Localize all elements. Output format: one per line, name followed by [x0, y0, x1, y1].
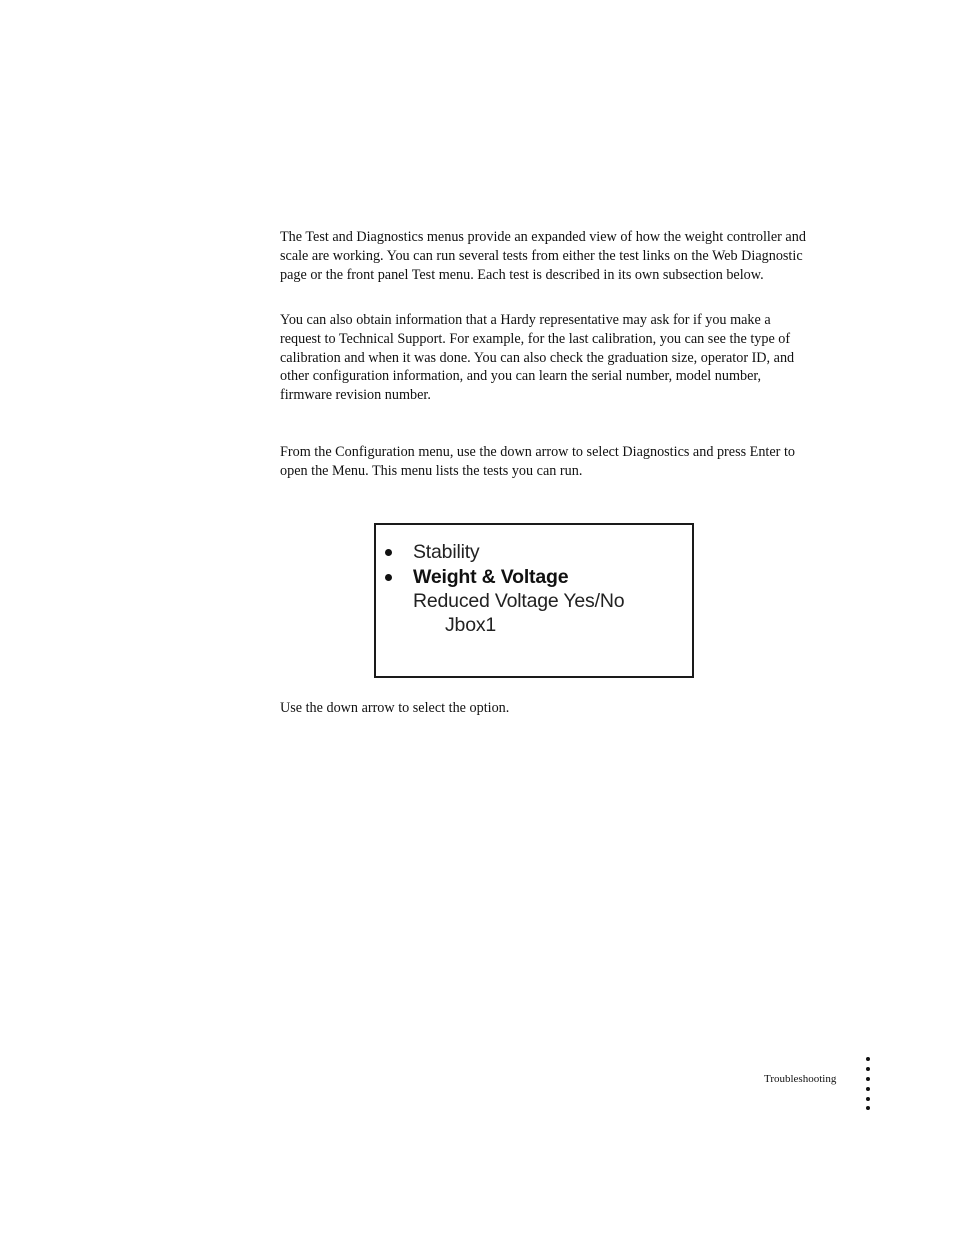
configuration-paragraph: From the Configuration menu, use the down arrow to select Diagnostics and press Enter to open the Menu. This menu lists the tests you can run. — [280, 444, 795, 479]
diagnostics-menu-display — [374, 523, 694, 678]
menu-item-jbox1: Jbox1 — [445, 614, 497, 636]
menu-item-reduced-voltage: Reduced Voltage Yes/No — [413, 590, 625, 612]
dot-icon — [866, 1057, 870, 1061]
support-paragraph: You can also obtain information that a Hardy representative may ask for if you make a request to Technical Support. For example, for the last calibration, you can see the type of calibration and when it was done. You can also check the graduation size, operator ID, and other configuration information, and you can learn the serial number, model number, firmware revision number. — [280, 312, 795, 404]
dot-icon — [866, 1077, 870, 1081]
bullet-icon — [385, 549, 392, 556]
dot-icon — [866, 1067, 870, 1071]
intro-paragraph: The Test and Diagnostics menus provide an expanded view of how the weight controller and scale are working. You can run several tests from either the test links on the Web Diagnostic page or the front panel Test menu. Each test is described in its own subsection below. — [280, 229, 806, 283]
dot-icon — [866, 1087, 870, 1091]
dot-icon — [866, 1097, 870, 1101]
menu-item-stability: Stability — [413, 541, 480, 563]
dot-icon — [866, 1106, 870, 1110]
select-option-paragraph: Use the down arrow to select the option. — [280, 700, 510, 716]
bullet-icon — [385, 574, 392, 581]
menu-item-weight-voltage: Weight & Voltage — [413, 566, 569, 588]
footer-section-label: Troubleshooting — [764, 1073, 837, 1085]
